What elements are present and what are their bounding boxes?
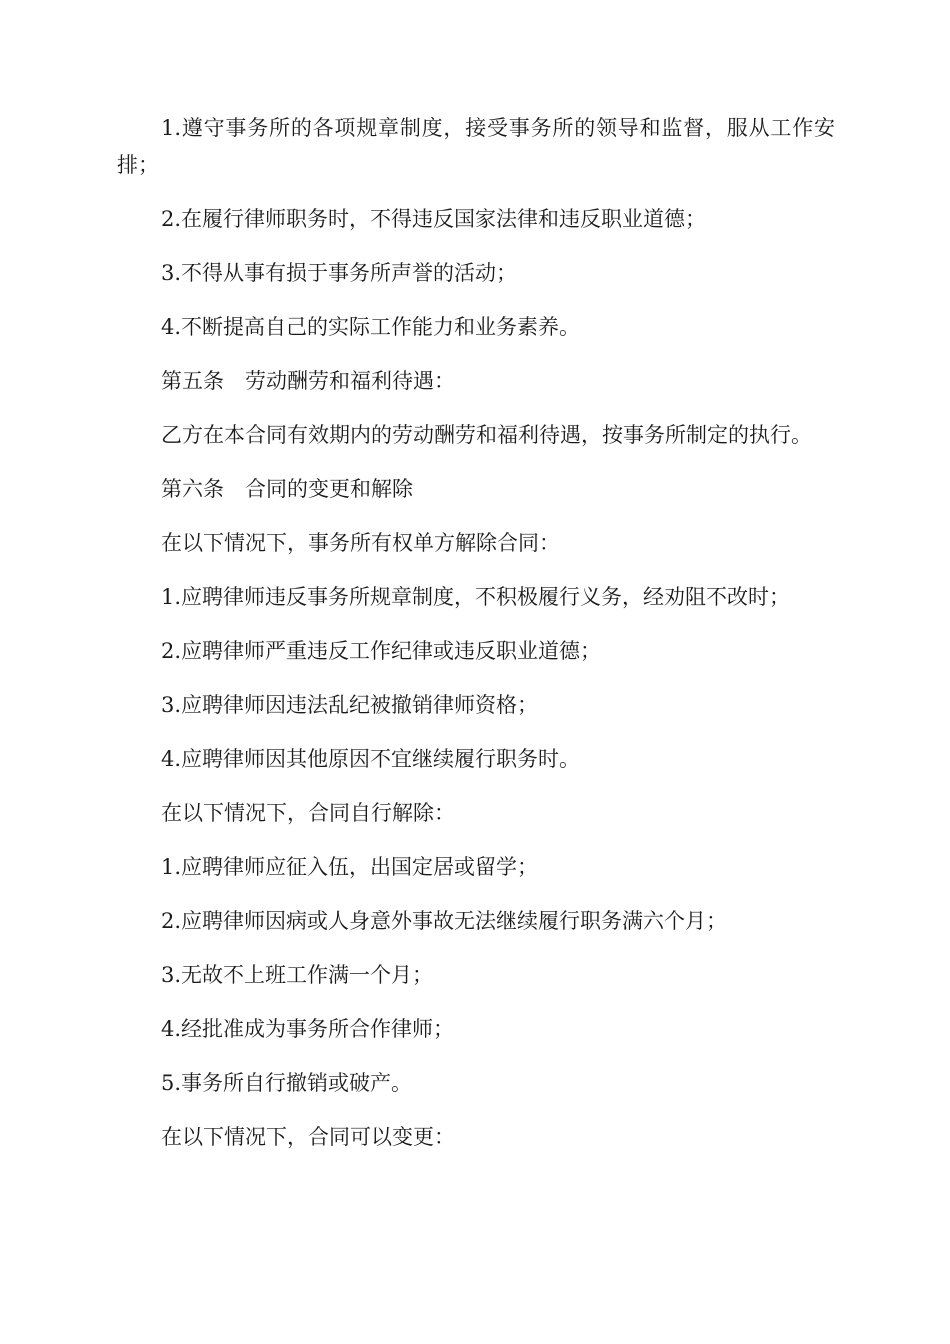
paragraph-duty-4: 4.不断提高自己的实际工作能力和业务素养。 bbox=[161, 315, 581, 339]
termination-by-firm-intro: 在以下情况下，事务所有权单方解除合同： bbox=[161, 531, 560, 555]
automatic-termination-2: 2.应聘律师因病或人身意外事故无法继续履行职务满六个月； bbox=[161, 909, 728, 933]
termination-by-firm-4: 4.应聘律师因其他原因不宜继续履行职务时。 bbox=[161, 747, 581, 771]
termination-by-firm-1: 1.应聘律师违反事务所规章制度，不积极履行义务，经劝阻不改时； bbox=[161, 585, 791, 609]
termination-by-firm-2: 2.应聘律师严重违反工作纪律或违反职业道德； bbox=[161, 639, 602, 663]
automatic-termination-1: 1.应聘律师应征入伍，出国定居或留学； bbox=[161, 855, 539, 879]
article-6-heading: 第六条 合同的变更和解除 bbox=[161, 477, 413, 501]
automatic-termination-3: 3.无故不上班工作满一个月； bbox=[161, 963, 434, 987]
document-body bbox=[117, 110, 835, 1173]
article-5-heading: 第五条 劳动酬劳和福利待遇： bbox=[161, 369, 455, 393]
paragraph-duty-2: 2.在履行律师职务时，不得违反国家法律和违反职业道德； bbox=[161, 207, 707, 231]
automatic-termination-5: 5.事务所自行撤销或破产。 bbox=[161, 1071, 413, 1095]
automatic-termination-4: 4.经批准成为事务所合作律师； bbox=[161, 1017, 455, 1041]
paragraph-duty-1: 1.遵守事务所的各项规章制度，接受事务所的领导和监督，服从工作安排； bbox=[117, 116, 835, 177]
termination-by-firm-3: 3.应聘律师因违法乱纪被撤销律师资格； bbox=[161, 693, 539, 717]
contract-change-intro: 在以下情况下，合同可以变更： bbox=[161, 1125, 455, 1149]
paragraph-duty-3: 3.不得从事有损于事务所声誉的活动； bbox=[161, 261, 518, 285]
article-5-body: 乙方在本合同有效期内的劳动酬劳和福利待遇，按事务所制定的执行。 bbox=[161, 423, 812, 447]
automatic-termination-intro: 在以下情况下，合同自行解除： bbox=[161, 801, 455, 825]
